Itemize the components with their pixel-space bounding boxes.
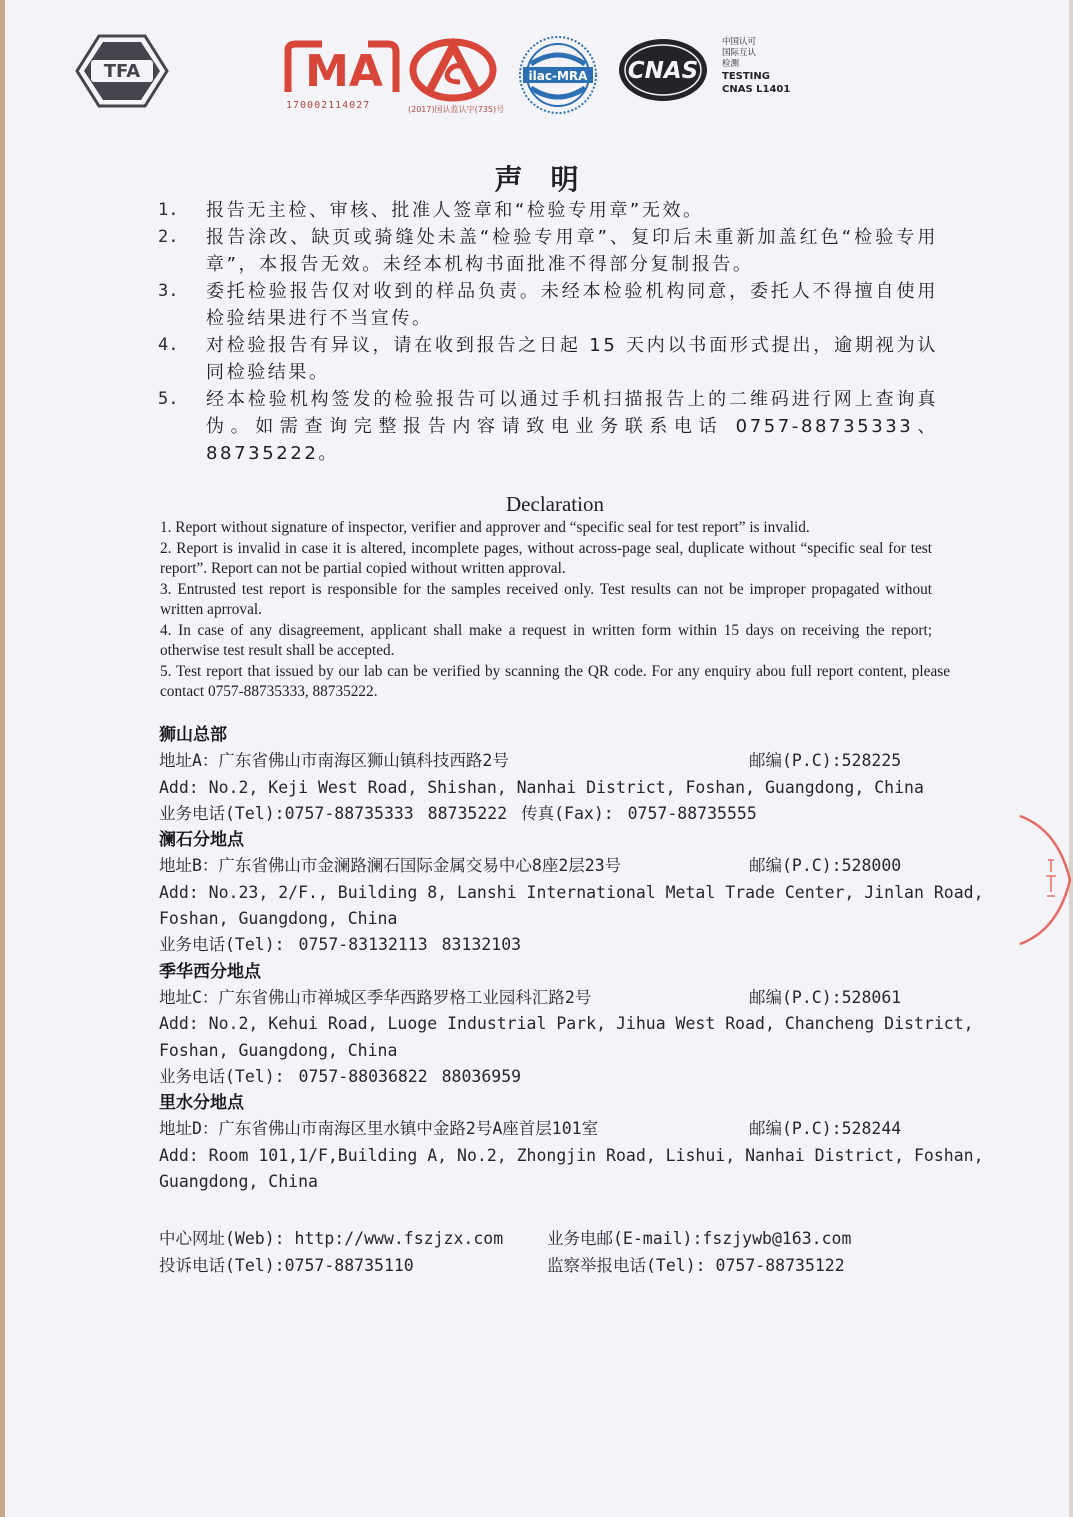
cn-item-number: 2. — [158, 227, 179, 247]
cnas-logo-icon — [617, 36, 709, 104]
cal-logo-icon — [408, 38, 498, 102]
cn-item-number: 1. — [158, 200, 179, 220]
contact-footer — [159, 1226, 959, 1279]
cnas-line-3: 检测 — [722, 59, 740, 69]
location-address-row — [159, 853, 959, 879]
cn-declaration-item — [158, 386, 938, 467]
cn-item-text: 委托检验报告仅对收到的样品负责。未经本检验机构同意，委托人不得擅自使用检验结果进行不当宣传。 — [206, 281, 938, 329]
location-tel: 业务电话(Tel): 0757-83132113 83132103 — [159, 935, 522, 955]
tfa-logo-text: TFA — [103, 61, 141, 82]
cnas-accreditation-text — [722, 37, 790, 96]
tfa-logo-icon — [75, 34, 169, 108]
cn-item-text: 经本检验机构签发的检验报告可以通过手机扫描报告上的二维码进行网上查询真伪。如需查询完整报告内容请致电业务联系电话 0757-88735333、88735222。 — [206, 389, 938, 464]
location-postcode: 邮编(P.C):528061 — [749, 987, 902, 1007]
en-declaration-item: 1. Report without signature of inspector, verifier and approver and “specific seal for test report” is invalid. — [160, 519, 810, 536]
cnas-line-2: 国际互认 — [722, 48, 757, 58]
en-declaration-item: 2. Report is invalid in case it is altered, incomplete pages, without across-page seal, duplicate without “specific seal for test report”. Report can not be partial copied without written approval. — [160, 539, 932, 577]
ilac-logo-text: ilac-MRA — [528, 69, 588, 83]
footer-row — [159, 1253, 959, 1280]
location-address-row — [159, 748, 959, 774]
en-declaration-item: 4. In case of any disagreement, applicant shall make a request in written form within 15 days on receiving the report; otherwise test result shall be accepted. — [160, 621, 932, 659]
cn-declaration-item — [158, 278, 938, 332]
location-name: 澜石分地点 — [159, 830, 244, 851]
location-address-row — [159, 985, 959, 1011]
paper-edge-left — [0, 0, 5, 1517]
footer-supervision-tel: 监察举报电话(Tel): 0757-88735122 — [547, 1255, 845, 1275]
location-address-cn: 地址C：广东省佛山市禅城区季华西路罗格工业园科汇路2号 — [159, 987, 592, 1007]
location-address-en: Foshan, Guangdong, China — [159, 909, 398, 929]
cnas-line-1: 中国认可 — [722, 37, 757, 47]
cma-logo-icon — [282, 40, 402, 98]
location-address-cn: 地址A：广东省佛山市南海区狮山镇科技西路2号 — [159, 751, 509, 771]
en-declaration-list — [160, 518, 950, 703]
cn-item-number: 5. — [158, 389, 179, 409]
location-address-en: Foshan, Guangdong, China — [159, 1040, 398, 1060]
paper-edge-right — [1069, 0, 1073, 1517]
footer-website: 中心网址(Web): http://www.fszjzx.com — [159, 1229, 504, 1248]
en-declaration-title: Declaration — [506, 492, 604, 516]
cma-certificate-number: 170002114027 — [286, 100, 371, 111]
location-tel: 业务电话(Tel):0757-88735333 88735222 传真(Fax): 0757-88735555 — [159, 803, 757, 823]
location-address-cn: 地址D：广东省佛山市南海区里水镇中金路2号A座首层101室 — [159, 1119, 599, 1139]
cn-item-text: 对检验报告有异议，请在收到报告之日起 15 天内以书面形式提出，逾期视为认同检验结果。 — [206, 335, 938, 383]
location-address-en: Add: No.2, Keji West Road, Shishan, Nanhai District, Foshan, Guangdong, China — [159, 777, 924, 797]
location-postcode: 邮编(P.C):528000 — [749, 856, 902, 876]
cma-logo-text: MA — [305, 46, 383, 97]
en-declaration-item: 5. Test report that issued by our lab can be verified by scanning the QR code. For any enquiry abou full report content, please contact 0757-88735333, 88735222. — [160, 662, 950, 700]
cnas-line-5: CNAS L1401 — [722, 84, 791, 95]
location-name: 里水分地点 — [159, 1093, 244, 1114]
footer-complaint-tel: 投诉电话(Tel):0757-88735110 — [159, 1255, 414, 1275]
red-seal-stamp-icon — [1018, 810, 1073, 950]
cn-item-number: 3. — [158, 281, 179, 301]
location-postcode: 邮编(P.C):528225 — [749, 751, 902, 771]
location-address-en: Add: No.2, Kehui Road, Luoge Industrial Park, Jihua West Road, Chancheng District, — [159, 1014, 974, 1034]
cal-certificate-number: (2017)国认监认字(735)号 — [408, 105, 505, 114]
cn-declaration-list — [158, 197, 938, 467]
en-declaration-item: 3. Entrusted test report is responsible for the samples received only. Test results can not be improper propagated without written aprroval. — [160, 580, 932, 618]
locations-section — [159, 722, 984, 1195]
cnas-logo-text: CNAS — [627, 58, 699, 84]
location-name: 季华西分地点 — [159, 961, 261, 982]
cn-declaration-item — [158, 197, 938, 224]
ilac-mra-logo-icon — [517, 34, 599, 116]
cnas-line-4: TESTING — [722, 71, 770, 82]
cn-declaration-item — [158, 224, 938, 278]
location-address-en: Add: Room 101,1/F,Building A, No.2, Zhongjin Road, Lishui, Nanhai District, Foshan, — [159, 1145, 984, 1165]
location-postcode: 邮编(P.C):528244 — [749, 1119, 902, 1139]
cn-declaration-item — [158, 332, 938, 386]
location-address-en: Add: No.23, 2/F., Building 8, Lanshi International Metal Trade Center, Jinlan Road, — [159, 882, 984, 902]
cn-declaration-title: 声明 — [494, 163, 607, 196]
location-address-row — [159, 1116, 959, 1142]
footer-email: 业务电邮(E-mail):fszjywb@163.com — [547, 1229, 852, 1248]
footer-row — [159, 1226, 959, 1253]
location-tel: 业务电话(Tel): 0757-88036822 88036959 — [159, 1066, 522, 1086]
location-name: 狮山总部 — [159, 725, 227, 745]
cn-item-text: 报告涂改、缺页或骑缝处未盖“检验专用章”、复印后未重新加盖红色“检验专用章”，本报告无效。未经本机构书面批准不得部分复制报告。 — [206, 227, 938, 275]
cn-item-number: 4. — [158, 335, 179, 355]
location-address-cn: 地址B：广东省佛山市金澜路澜石国际金属交易中心8座2层23号 — [159, 856, 622, 876]
cn-item-text: 报告无主检、审核、批准人签章和“检验专用章”无效。 — [206, 200, 704, 221]
location-address-en: Guangdong, China — [159, 1172, 318, 1192]
